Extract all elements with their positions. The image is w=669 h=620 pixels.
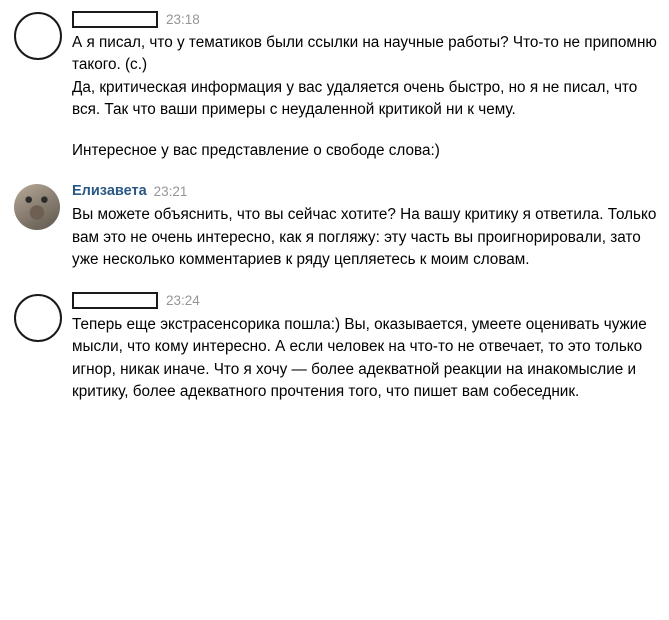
comment-text [72,314,657,404]
redacted-avatar-circle-icon [14,294,62,342]
comment-body [70,180,663,271]
comment-body [70,290,663,404]
avatar[interactable] [14,290,70,342]
comment-paragraph: Интересное у вас представление о свободе слова:) [72,141,440,159]
author-name-link[interactable]: Елизавета [72,183,147,200]
comment-header [72,290,663,312]
comment-paragraph: Вы можете объяснить, что вы сейчас хотите? На вашу критику я ответила. Только вам это не очень интересно, как я погляжу: эту часть вы проигнорировали, зато уже несколько комментариев к ряду цепляетесь к моим словам. [72,206,657,269]
avatar[interactable] [14,8,70,60]
avatar[interactable] [14,180,70,230]
comment-paragraph: Да, критическая информация у вас удаляется очень быстро, но я не писал, что вся. Так что ваши примеры с неудаленной критикой ни к чему. [72,78,638,119]
cat-photo-avatar-icon [14,184,60,230]
comment-text [72,204,657,271]
comment-item [0,8,669,162]
comment-header [72,180,663,202]
redacted-avatar-circle-icon [14,12,62,60]
author-name-redacted[interactable] [72,11,158,28]
comment-paragraph: А я писал, что у тематиков были ссылки на научные работы? Что-то не припомню такого. (с.) [72,34,657,74]
comment-text [72,32,657,162]
comment-timestamp: 23:18 [166,11,200,27]
comment-body [70,8,663,162]
comment-paragraph: Теперь еще экстрасенсорика пошла:) Вы, оказывается, умеете оценивать чужие мысли, что кому интересно. А если человек на что-то не отвечает, то это только игнор, никак иначе. Что я хочу — более адекватной реакции на инакомыслие и критику, более адекватного прочтения того, что пишет вам собеседник. [72,315,647,401]
comment-header [72,8,663,30]
comment-item [0,180,669,271]
author-name-redacted[interactable] [72,292,158,309]
comment-timestamp: 23:24 [166,293,200,309]
comment-item [0,290,669,404]
comment-timestamp: 23:21 [153,183,188,199]
